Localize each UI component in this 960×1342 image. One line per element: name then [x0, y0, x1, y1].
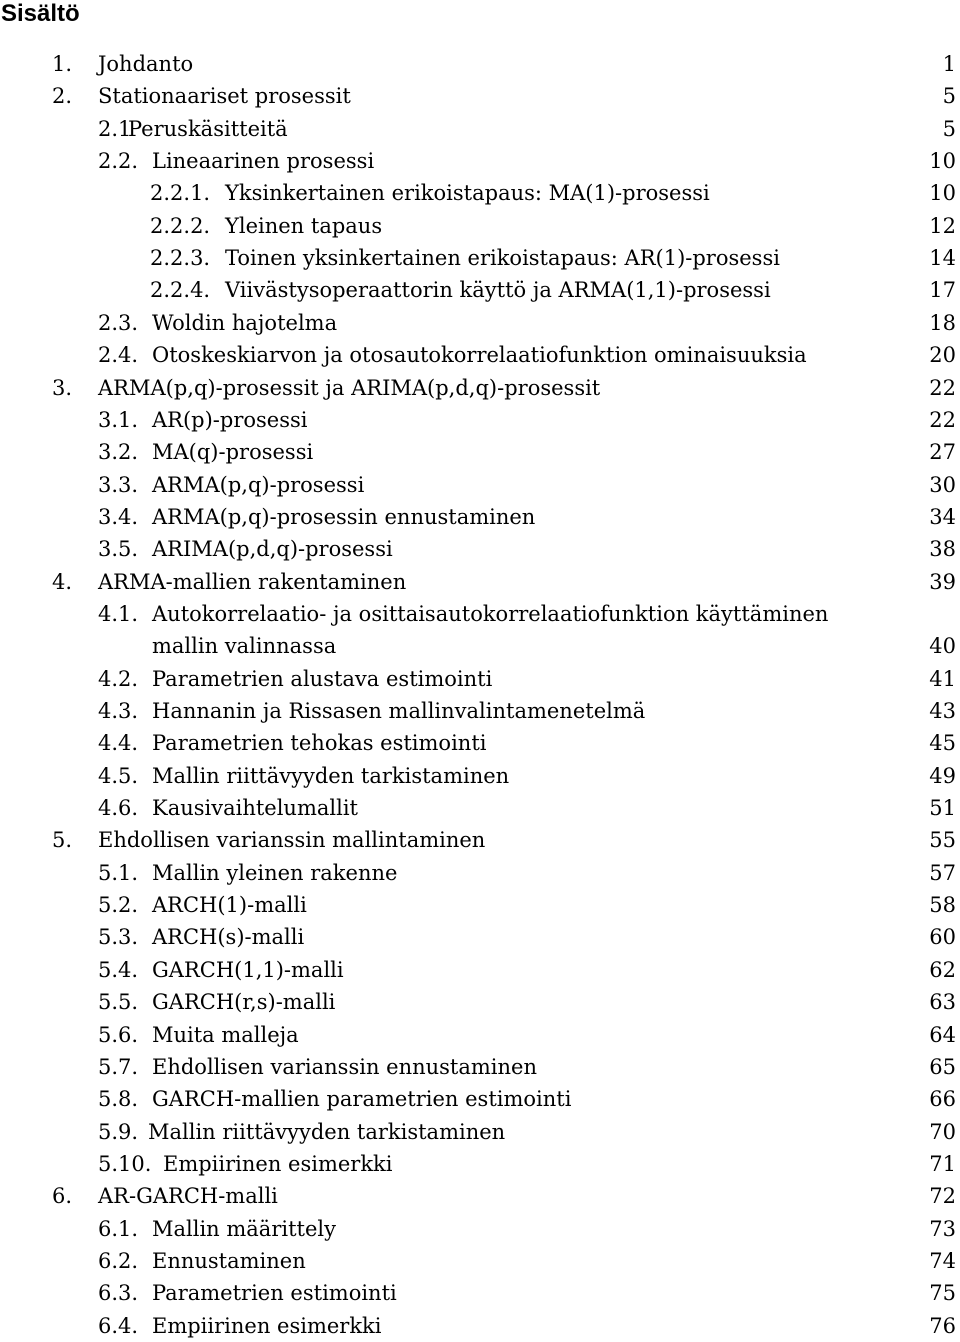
- toc-entry[interactable]: [0, 598, 960, 630]
- toc-entry-title: Mallin määrittely: [152, 1217, 336, 1241]
- toc-entry[interactable]: [0, 566, 960, 598]
- toc-entry-page: 5: [942, 117, 956, 141]
- toc-entry-page: 41: [929, 667, 956, 691]
- toc-entry-title: AR(p)-prosessi: [152, 408, 308, 432]
- toc-entry-number: 4.6.: [98, 796, 139, 820]
- toc-entry-title: ARMA(p,q)-prosessin ennustaminen: [152, 505, 536, 529]
- toc-entry-title: ARIMA(p,d,q)-prosessi: [152, 537, 393, 561]
- toc-entry-page: 45: [929, 731, 956, 755]
- toc-entry[interactable]: [0, 1310, 960, 1342]
- toc-entry[interactable]: [0, 177, 960, 209]
- toc-entry-title: ARMA(p,q)-prosessi: [152, 473, 365, 497]
- toc-entry-page: 12: [929, 214, 956, 238]
- toc-entry-number: 2.3.: [98, 311, 139, 335]
- toc-entry-page: 65: [929, 1055, 956, 1079]
- toc-entry-title: Hannanin ja Rissasen mallinvalintamenetelmä: [152, 699, 646, 723]
- toc-entry[interactable]: [0, 145, 960, 177]
- toc-entry-title: GARCH(1,1)-malli: [152, 958, 344, 982]
- toc-entry-number: 5.9.: [98, 1120, 139, 1144]
- toc-entry-page: 57: [929, 861, 956, 885]
- toc-entry[interactable]: [0, 1083, 960, 1115]
- toc-entry[interactable]: [0, 1019, 960, 1051]
- toc-entry-title: Parametrien tehokas estimointi: [152, 731, 487, 755]
- toc-entry-number: 6.: [52, 1184, 73, 1208]
- toc-entry-page: 18: [929, 311, 956, 335]
- toc-entry[interactable]: [0, 1277, 960, 1309]
- toc-entry[interactable]: [0, 889, 960, 921]
- toc-entry-page: 43: [929, 699, 956, 723]
- toc-entry[interactable]: [0, 1148, 960, 1180]
- toc-entry[interactable]: [0, 436, 960, 468]
- toc-entry[interactable]: [0, 274, 960, 306]
- toc-entry-title: Johdanto: [98, 52, 194, 76]
- toc-entry-page: 1: [942, 52, 956, 76]
- toc-entry-page: 10: [929, 149, 956, 173]
- toc-entry-title: Peruskäsitteitä: [128, 117, 288, 141]
- toc-entry-page: 71: [929, 1152, 956, 1176]
- toc-entry-number: 2.4.: [98, 343, 139, 367]
- toc-entry-number: 3.5.: [98, 537, 139, 561]
- toc-entry-number: 4.1.: [98, 602, 139, 626]
- toc-entry[interactable]: [0, 986, 960, 1018]
- toc-entry[interactable]: [0, 501, 960, 533]
- toc-entry-number: 2.2.: [98, 149, 139, 173]
- toc-entry-page: 73: [929, 1217, 956, 1241]
- toc-entry[interactable]: [0, 1213, 960, 1245]
- toc-entry-title: Yleinen tapaus: [225, 214, 383, 238]
- toc-entry[interactable]: [0, 48, 960, 80]
- toc-entry[interactable]: [0, 760, 960, 792]
- toc-entry-number: 2.2.1.: [150, 181, 211, 205]
- toc-entry-page: 39: [929, 570, 956, 594]
- toc-entry-page: 60: [929, 925, 956, 949]
- toc-entry-title: ARCH(s)-malli: [152, 925, 305, 949]
- toc-entry-title: Kausivaihtelumallit: [152, 796, 358, 820]
- toc-entry-title: AR-GARCH-malli: [98, 1184, 278, 1208]
- toc-entry-page: 63: [929, 990, 956, 1014]
- toc-entry-page: 66: [929, 1087, 956, 1111]
- toc-entry-page: 5: [942, 84, 956, 108]
- toc-entry-number: 5.2.: [98, 893, 139, 917]
- toc-entry-page: 72: [929, 1184, 956, 1208]
- toc-entry-page: 58: [929, 893, 956, 917]
- toc-entry[interactable]: [0, 113, 960, 145]
- toc-entry-page: 40: [929, 634, 956, 658]
- toc-entry-number: 4.2.: [98, 667, 139, 691]
- toc-entry[interactable]: [0, 307, 960, 339]
- toc-entry[interactable]: [0, 792, 960, 824]
- toc-entry-title: Stationaariset prosessit: [98, 84, 351, 108]
- toc-entry-title: ARMA(p,q)-prosessit ja ARIMA(p,d,q)-prosessit: [98, 376, 601, 400]
- toc-entry-page: 64: [929, 1023, 956, 1047]
- toc-entry-title: ARMA-mallien rakentaminen: [98, 570, 407, 594]
- toc-entry-number: 6.3.: [98, 1281, 139, 1305]
- toc-entry-number: 1.: [52, 52, 73, 76]
- toc-entry-number: 2.: [52, 84, 73, 108]
- toc-entry-page: 27: [929, 440, 956, 464]
- toc-entry-page: 22: [929, 376, 956, 400]
- toc-entry-title: GARCH-mallien parametrien estimointi: [152, 1087, 572, 1111]
- toc-entry-title: Ehdollisen varianssin mallintaminen: [98, 828, 486, 852]
- toc-entry-number: 2.2.4.: [150, 278, 211, 302]
- toc-entry-number: 3.1.: [98, 408, 139, 432]
- toc-entry-number: 2.2.2.: [150, 214, 211, 238]
- toc-entry-number: 4.5.: [98, 764, 139, 788]
- toc-entry-title: ARCH(1)-malli: [152, 893, 307, 917]
- toc-entry-page: 51: [929, 796, 956, 820]
- toc-entry-title: Otoskeskiarvon ja otosautokorrelaatiofunktion ominaisuuksia: [152, 343, 807, 367]
- toc-entry[interactable]: [0, 210, 960, 242]
- toc-entry-page: 75: [929, 1281, 956, 1305]
- toc-entry-page: 22: [929, 408, 956, 432]
- toc-entry-title: Ennustaminen: [152, 1249, 306, 1273]
- toc-entry-number: 4.3.: [98, 699, 139, 723]
- toc-entry-title: Mallin riittävyyden tarkistaminen: [152, 764, 510, 788]
- toc-entry[interactable]: [0, 80, 960, 112]
- toc-entry-title: Lineaarinen prosessi: [152, 149, 375, 173]
- toc-entry-number: 6.4.: [98, 1314, 139, 1338]
- toc-entry-title: Empiirinen esimerkki: [163, 1152, 393, 1176]
- toc-entry-title: Woldin hajotelma: [152, 311, 338, 335]
- toc-entry-number: 5.: [52, 828, 73, 852]
- toc-entry[interactable]: [0, 339, 960, 371]
- toc-entry[interactable]: [0, 921, 960, 953]
- toc-entry-number: 5.10.: [98, 1152, 152, 1176]
- toc-entry-page: 10: [929, 181, 956, 205]
- toc-entry[interactable]: [0, 469, 960, 501]
- toc-entry[interactable]: [0, 663, 960, 695]
- toc-entry[interactable]: [0, 1180, 960, 1212]
- toc-entry-number: 5.7.: [98, 1055, 139, 1079]
- toc-entry[interactable]: [0, 1116, 960, 1148]
- toc-entry-title: Toinen yksinkertainen erikoistapaus: AR(1)-prosessi: [225, 246, 780, 270]
- toc-entry-page: 62: [929, 958, 956, 982]
- toc-entry-title: Autokorrelaatio- ja osittaisautokorrelaatiofunktion käyttäminen: [152, 602, 829, 626]
- toc-entry[interactable]: [0, 695, 960, 727]
- toc-entry-number: 5.8.: [98, 1087, 139, 1111]
- toc-entry-page: 76: [929, 1314, 956, 1338]
- toc-entry-page: 38: [929, 537, 956, 561]
- toc-entry-title: mallin valinnassa: [152, 634, 337, 658]
- toc-entry-title: Viivästysoperaattorin käyttö ja ARMA(1,1)-prosessi: [225, 278, 771, 302]
- toc-entry-title: Empiirinen esimerkki: [152, 1314, 382, 1338]
- toc-entry-number: 2.1: [98, 117, 132, 141]
- toc-entry-page: 74: [929, 1249, 956, 1273]
- toc-entry-number: 5.5.: [98, 990, 139, 1014]
- toc-entry-title: Yksinkertainen erikoistapaus: MA(1)-prosessi: [225, 181, 710, 205]
- toc-entry-number: 3.4.: [98, 505, 139, 529]
- toc-entry-page: 49: [929, 764, 956, 788]
- toc-entry[interactable]: [0, 857, 960, 889]
- toc-entry-number: 5.3.: [98, 925, 139, 949]
- toc-entry-title: Muita malleja: [152, 1023, 299, 1047]
- toc-entry-number: 6.1.: [98, 1217, 139, 1241]
- toc-entry-page: 70: [929, 1120, 956, 1144]
- toc-entry-title: Ehdollisen varianssin ennustaminen: [152, 1055, 537, 1079]
- toc-entry-number: 3.: [52, 376, 73, 400]
- toc-entry[interactable]: [0, 954, 960, 986]
- toc-entry[interactable]: [0, 1245, 960, 1277]
- toc-entry-number: 4.4.: [98, 731, 139, 755]
- toc-entry[interactable]: [0, 404, 960, 436]
- toc-entry[interactable]: [0, 727, 960, 759]
- toc-entry-number: 4.: [52, 570, 73, 594]
- toc-entry-title: GARCH(r,s)-malli: [152, 990, 336, 1014]
- toc-entry-number: 2.2.3.: [150, 246, 211, 270]
- toc-entry-page: 20: [929, 343, 956, 367]
- toc-entry[interactable]: [0, 824, 960, 856]
- toc-entry-title: MA(q)-prosessi: [152, 440, 314, 464]
- toc-entry-title: Parametrien alustava estimointi: [152, 667, 493, 691]
- toc-entry-number: 3.2.: [98, 440, 139, 464]
- toc-entry-page: 14: [929, 246, 956, 270]
- toc-entry-number: 3.3.: [98, 473, 139, 497]
- toc-entry-title: Mallin yleinen rakenne: [152, 861, 398, 885]
- toc-entry-page: 30: [929, 473, 956, 497]
- toc-entry-title: Mallin riittävyyden tarkistaminen: [148, 1120, 506, 1144]
- toc-entry[interactable]: [0, 242, 960, 274]
- toc-entry-page: 55: [929, 828, 956, 852]
- toc-entry-title: Parametrien estimointi: [152, 1281, 397, 1305]
- toc-entry[interactable]: [0, 533, 960, 565]
- toc-entry-page: 17: [929, 278, 956, 302]
- toc-entry[interactable]: [0, 1051, 960, 1083]
- toc-entry-number: 5.1.: [98, 861, 139, 885]
- page-title: Sisältö: [1, 0, 80, 27]
- toc-entry-page: 34: [929, 505, 956, 529]
- toc-entry[interactable]: [0, 630, 960, 662]
- toc-entry-number: 5.4.: [98, 958, 139, 982]
- toc-entry-number: 6.2.: [98, 1249, 139, 1273]
- toc-entry-number: 5.6.: [98, 1023, 139, 1047]
- toc-entry[interactable]: [0, 372, 960, 404]
